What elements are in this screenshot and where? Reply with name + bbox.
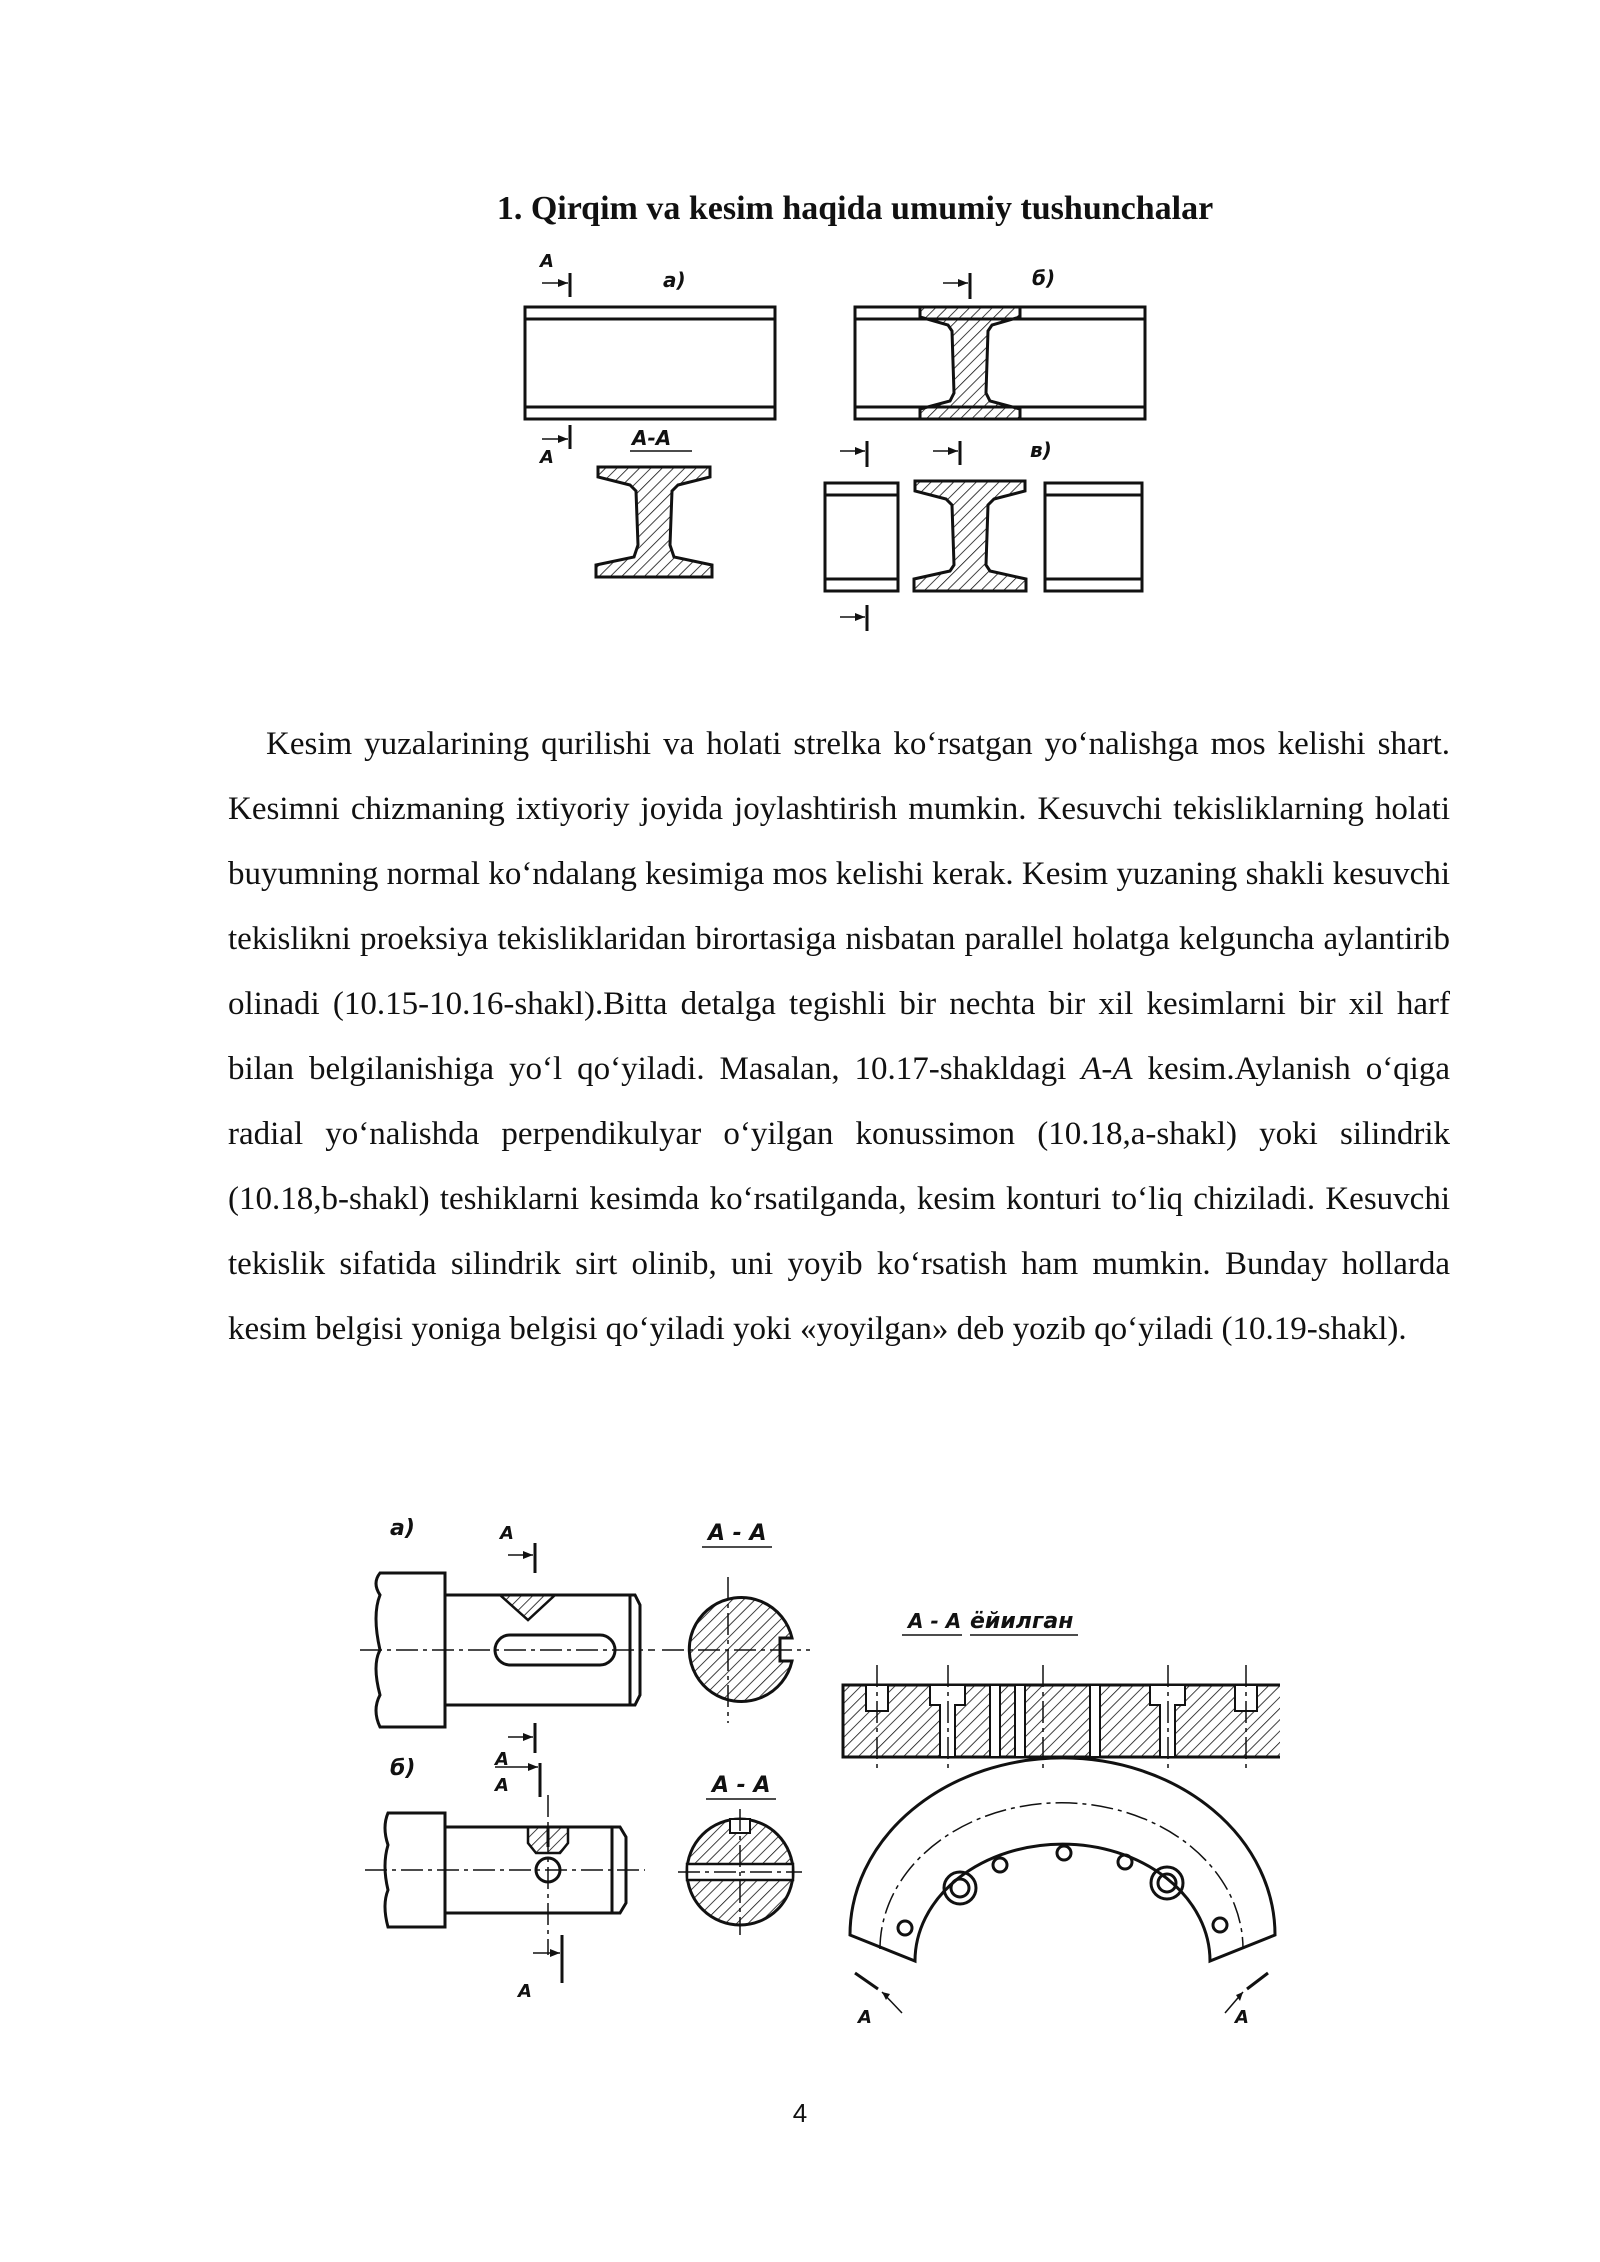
round-section-a [662,1577,810,1723]
section-label: A-A [632,426,672,450]
label-b: б) [1032,266,1056,290]
arrow-label: A [500,1523,514,1544]
body-paragraph [228,712,1450,1362]
beam-view-a [525,307,775,419]
arrow-label: A [495,1749,509,1770]
label-a: a) [663,268,686,292]
arc-part-view [850,1758,1275,1961]
developed-label: A - A [908,1609,962,1633]
section-label-b: A - A [712,1773,771,1798]
page-title: 1. Qirqim va kesim haqida umumiy tushunchalar [496,190,1214,227]
paragraph-italic: A-A [1081,1051,1133,1087]
shaft-b [365,1795,645,1955]
cut-arrow-b-bottom [516,1935,562,2002]
arrow-label: A [495,1775,509,1796]
shaft-a [360,1573,655,1727]
beam-view-b [855,307,1145,419]
cut-arrow-v-left [840,441,867,467]
label-a: a) [390,1516,415,1541]
cut-arrow-bottom [538,425,570,468]
cut-arrow-v-bottom [840,605,867,631]
section-label-a: A - A [708,1521,767,1546]
developed-section-strip [843,1665,1280,1770]
arrow-label: A [858,2007,872,2028]
arrow-label: A [540,251,554,272]
arrow-label: A [1235,2007,1249,2028]
arrow-label: A [518,1981,532,2002]
beam-view-v [825,481,1142,591]
paragraph-text: Kesim yuzalarining qurilishi va holati strelka ko‘rsatgan yo‘nalishga mos kelishi shart. Kesimni chizmaning ixtiyoriy joyida joylashtirish mumkin. Kesuvchi tekisliklarning holati buyumning normal ko‘ndalang kesimiga mos kelishi kerak. Kesim yuzaning shakli kesuvchi tekislikni proeksiya tekisliklaridan birortasiga nisbatan parallel holatga kelguncha aylantirib olinadi (10.15-10.16-shakl).Bitta detalga tegishli bir nechta bir xil kesimlarni bir xil harf bilan belgilanishiga yo‘l qo‘yiladi. Masalan, 10.17-shakldagi [228,726,1450,1087]
ibeam-section [596,467,712,577]
page-number: 4 [792,2098,808,2128]
cut-arrow-v-right [933,441,960,465]
round-section-b [678,1809,802,1935]
cut-arrow-a-top [498,1523,535,1573]
figure-shaft-sections [350,1495,1280,2035]
cut-arrow-b [943,273,970,299]
cut-arrow-a-bottom [493,1723,535,1770]
label-v: в) [1030,438,1052,462]
paragraph-text-cont: kesim.Aylanish o‘qiga radial yo‘nalishda perpendikulyar o‘yilgan konussimon (10.18,a-shakl) yoki silindrik (10.18,b-shakl) teshiklarni kesimda ko‘rsatilganda, kesim konturi to‘liq chiziladi. Kesuvchi tekislik sifatida silindrik sirt olinib, uni yoyib ko‘rsatish ham mumkin. Bunday hollarda kesim belgisi yoniga belgisi qo‘yiladi yoki «yoyilgan» deb yozib qo‘yiladi (10.19-shakl). [228,1051,1450,1347]
developed-word: ёйилган [970,1609,1074,1634]
arrow-label: A [540,447,554,468]
arc-cut-arrows [855,1973,1268,2028]
figure-ibeam-sections [500,245,1180,665]
cut-arrow-top [538,251,570,297]
label-b: б) [390,1756,416,1781]
